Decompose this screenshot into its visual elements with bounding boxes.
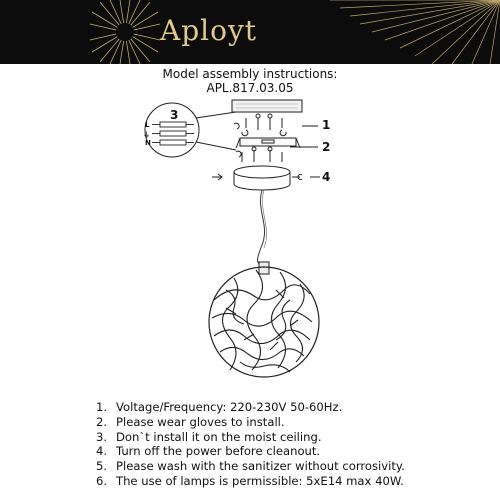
header-banner xyxy=(0,0,500,64)
list-item: 1. Voltage/Frequency: 220-230V 50-60Hz. xyxy=(96,400,343,414)
instruction-list xyxy=(96,400,405,489)
doc-title: Model assembly instructions: xyxy=(162,67,338,81)
screw xyxy=(280,118,286,136)
list-item: 5. Please wash with the sanitizer without corrosivity. xyxy=(96,459,405,474)
brand-logo: Aployt xyxy=(160,14,258,47)
wire-label-n: N xyxy=(145,139,151,147)
list-item: 2. Please wear gloves to install. xyxy=(96,414,285,429)
label-part-3: 3 xyxy=(170,108,179,122)
screw xyxy=(242,118,248,136)
assembly-diagram xyxy=(0,94,500,400)
label-part-4: 4 xyxy=(322,170,331,184)
model-number: APL.817.03.05 xyxy=(206,81,294,95)
ceiling-plate xyxy=(232,100,302,112)
wire-label-ground: ⏚ xyxy=(143,131,150,139)
label-part-1: 1 xyxy=(322,118,331,132)
wire-label-l: L xyxy=(145,121,150,129)
list-item: 6. The use of lamps is permissible: 5xE14 max 40W. xyxy=(96,473,404,488)
pendant-ball xyxy=(209,267,319,377)
list-item: 3. Don`t install it on the moist ceiling. xyxy=(96,429,322,444)
label-part-2: 2 xyxy=(322,140,331,154)
list-item: 4. Turn off the power before cleanout. xyxy=(96,444,321,459)
